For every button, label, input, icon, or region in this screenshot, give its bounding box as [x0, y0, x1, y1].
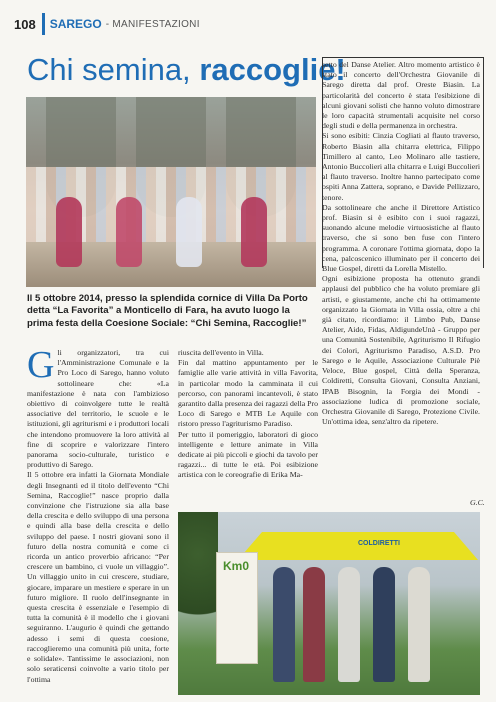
page-header [14, 12, 200, 36]
banner-text: Km0 [223, 559, 250, 573]
article-column-3: setto del Danse Atelier. Altro momento artistico è stato il concerto dell'Orchestra Giovanile di Sarego diretta dal prof. Oreste Biasin. La particolarità del concerto è stata l'esibizione di alcuni giovani solisti che hanno voluto dimostrare le loro capacità strumentali acquisite nel corso degli studi e della permanenza in orchestra. Si sono esibiti: Cinzia Cogliati al flauto traverso, Roberto Biasin alla chitarra elettrica, Filippo Timillero al canto, Leo Molinaro alle tastiere, Antonio Buccolieri alla chitarra e Luigi Buccolieri al flauto traverso. Inoltre hanno partecipato come ospiti Anna Zattera, soprano, e Davide Pellizzaro, tenore. Da sottolineare che anche il Direttore Artistico prof. Biasin si è esibito con i suoi ragazzi, suonando alcune melodie virtuosistiche al flauto traverso, che si sono ben fuse con l'intero programma. A coronare l'ottima giornata, dopo la cena, palcoscenico illuminato per il concerto dei Blue Gospel, diretti da Lorella Mistello. Ogni esibizione proposta ha ottenuto grandi applausi del pubblico che ha voluto premiare gli artisti, e giustamente, anche chi ha ottimamente organizzato la Giornata in Villa ossia, oltre a chi già citato, ricordiamo: il Limbo Pub, Danse Atelier, Aido, Fidas, AldigundeUnà - Gruppo per una Comunità Sostenibile, Agriturismo Il Rifugio dei Colori, Agriturismo Paradiso, A.S.D. Pro Sarego e le Aquile, Associazione Culturale Piè Veloce, Blue gospel, Città della Speranza, Coldiretti, Consulta Giovani, Consulta Anziani, IPAB Bisognin, la Forgia dei Mondi - associazione ludica di promozione sociale, Orchestra Giovanile di Sarego, Protezione Civile. Un'ottima idea, senz'altro da ripetere. [322, 60, 480, 427]
title-part-2: raccoglie! [199, 52, 346, 87]
section-name: SAREGO [49, 17, 102, 31]
article-lead: Il 5 ottobre 2014, presso la splendida cornice di Villa Da Porto detta “La Favorita” a Monticello di Fara, ha avuto luogo la prima festa della Coesione Sociale: “Chi Semina, Raccoglie!” [27, 293, 308, 329]
tent-logo: COLDIRETTI [358, 540, 400, 547]
km0-banner [216, 552, 258, 664]
subsection-name: - MANIFESTAZIONI [105, 18, 200, 30]
drop-cap: G [27, 344, 55, 386]
coldiretti-stand-photo [178, 512, 480, 695]
dancers-photo [26, 97, 316, 287]
column-1-text: li organizzatori, tra cui l'Amministrazione Comunale e la Pro Loco di Sarego, hanno voluto sottolineare che: «La manifestazione è nata con l'ambizioso obiettivo di coinvolgere tutte le realtà associative del territorio, le scuole e le istituzioni, gli agriturismi e i produttori locali che intendono promuovere la loro attività al fine di scoprire e valorizzare l'intero panorama socio-culturale, turistico e produttivo di Sarego. Il 5 ottobre era infatti la Giornata Mondiale degli Insegnanti ed il titolo dell'evento “Chi Semina, Raccoglie!” nasce proprio dalla convinzione che l'istruzione sia alla base della crescita e dello sviluppo di una persona e quindi alla base della crescita e dello sviluppo del paese. I nostri giovani sono il futuro della nostra comunità e come ci ricorda un antico proverbio africano: “Per crescere un bambino, ci vuole un villaggio”. Un villaggio unito in cui crescere, studiare, giocare, imparare un mestiere e sperare in un futuro migliore. Il ruolo dell'insegnante in questa crescita è essenziale e l'esempio di tutta la comunità è il modello che i giovani seguiranno. L'augurio è quindi che gettando adesso i semi di questa coesione, raccoglieremo una comunità più unita, forte e solidale». Tantissime le associazioni, non solo seraticensi coinvolte a vario titolo per l'ottima [27, 348, 169, 684]
header-divider [42, 13, 45, 35]
page-number: 108 [14, 16, 36, 32]
author-signature: G.C. [470, 498, 485, 507]
title-part-1: Chi semina, [27, 52, 191, 87]
article-column-2: riuscita dell'evento in Villa. Fin dal mattino appuntamento per le famiglie alle varie attività in villa Favorita, in particolar modo la camminata il cui percorso, con panorami incantevoli, è stato garantito dalla presenza dei ragazzi della Pro Loco di Sarego e MTB Le Aquile con ristoro presso l'agriturismo Paradiso. Per tutto il pomeriggio, laboratori di gioco intelligente e letture animate in Villa dedicate ai più piccoli e giochi da tavolo per ragazzi... di tutte le età. Poi esibizione artistica con le coreografie di Erika Ma- [178, 348, 318, 480]
article-title [27, 52, 346, 88]
article-column-1 [27, 344, 169, 685]
